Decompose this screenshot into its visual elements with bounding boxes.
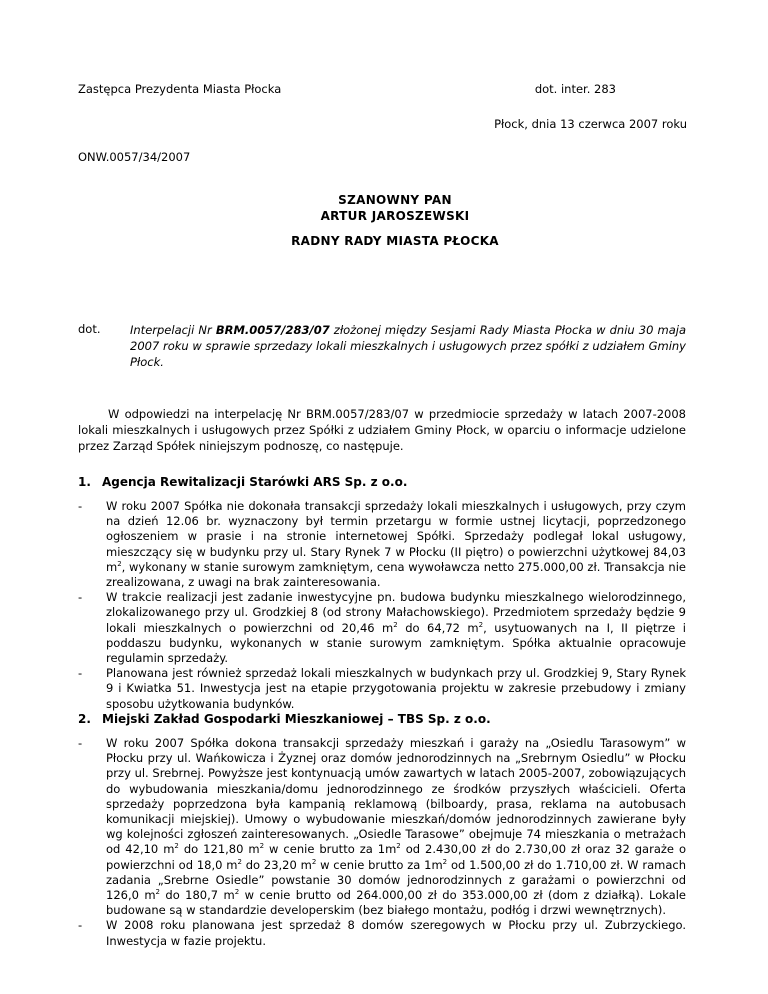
dash-marker: -: [78, 918, 83, 933]
dash-marker: -: [78, 499, 83, 513]
dash-marker: -: [78, 736, 83, 750]
sender-line: Zastępca Prezydenta Miasta Płocka: [78, 82, 282, 96]
section-2-heading: [78, 712, 491, 726]
place-date-line: Płock, dnia 13 czerwca 2007 roku: [494, 117, 687, 131]
list-item: - W roku 2007 Spółka nie dokonała transakcji sprzedaży lokali mieszkalnych i usługowych, przy czym na dzień 12.06 br. wyznaczony był termin przetargu w formie ustnej licytacji, poprzedzonego ogłoszeniem w prasie i na stronie internetowej Spółki. Sprzedaży podlegał lokal usługowy, mieszczący się w budynku przy ul. Stary Rynek 7 w Płocku (II piętro) o powierzchni użytkowej 84,03 $m^2$, wykonany w stanie surowym zamkniętym, cena wywoławcza netto 275.000,00 zł. Transakcja nie zrealizowana, z uwagi na brak zainteresowania.: [78, 499, 686, 590]
addressee-line-3: RADNY RADY MIASTA PŁOCKA: [291, 234, 499, 248]
subject-text: [130, 322, 686, 370]
intro-paragraph: W odpowiedzi na interpelację Nr BRM.0057/283/07 w przedmiocie sprzedaży w latach 2007-2008 lokali mieszkalnych i usługowych przez Spółki z udziałem Gminy Płock, w oparciu o informacje udzielone przez Zarząd Spółek niniejszym podnoszę, co następuje.: [78, 407, 686, 453]
subject-label: dot.: [78, 322, 101, 336]
section-2-number: 2.: [78, 712, 91, 726]
section-2-list: [78, 736, 686, 949]
section-1-list: [78, 499, 686, 712]
addressee-line-2: ARTUR JAROSZEWSKI: [320, 209, 470, 223]
list-item: - W roku 2007 Spółka dokona transakcji sprzedaży mieszkań i garaży na „Osiedlu Tarasowym” w Płocku przy ul. Wańkowicza i Żyznej oraz domów jednorodzinnych na „Srebrnym Osiedlu” w Płocku przy ul. Srebrnej. Powyższe jest kontynuacją umów zawartych w latach 2005-2007, zobowiązujących do wybudowania mieszkania/domu jednorodzinnego ze środków przyszłych właścicieli. Oferta sprzedaży poprzedzona była kampanią reklamową (bilboardy, prasa, reklama na autobusach komunikacji miejskiej). Umowy o wybudowanie mieszkań/domów jednorodzinnych zawierane były wg kolejności zgłoszeń zainteresowanych. „Osiedle Tarasowe” obejmuje 74 mieszkania o metrażach od 42,10 $m^2$ do 121,80 $m^2$ w cenie brutto za $1m^2$ od 2.430,00 zł do 2.730,00 zł oraz 32 garaże o powierzchni od 18,0 $m^2$ do 23,20 $m^2$ w cenie brutto za $1m^2$ od 1.500,00 zł do 1.710,00 zł. W ramach zadania „Srebrne Osiedle” powstanie 30 domów jednorodzinnych z garażami o powierzchni od 126,0 $m^2$ do 180,7 $m^2$ w cenie brutto od 264.000,00 zł do 353.000,00 zł (dom z działką). Lokale budowane są w standardzie developerskim (bez białego montażu, podłóg i drzwi wewnętrznych).: [78, 736, 687, 918]
list-item: - W trakcie realizacji jest zadanie inwestycyjne pn. budowa budynku mieszkalnego wielorodzinnego, zlokalizowanego przy ul. Grodzkiej 8 (od strony Małachowskiego). Przedmiotem sprzedaży będzie 9 lokali mieszkalnych o powierzchni od 20,46 $m^2$ do 64,72 $m^2$, usytuowanych na I, II piętrze i poddaszu budynku, wykonanych w stanie surowym zamkniętym. Spółka aktualnie opracowuje regulamin sprzedaży.: [78, 590, 686, 666]
case-number: ONW.0057/34/2007: [78, 150, 191, 164]
list-item: - W 2008 roku planowana jest sprzedaż 8 domów szeregowych w Płocku przy ul. Zubrzyckiego. Inwestycja w fazie projektu.: [78, 918, 686, 948]
section-1-heading: [78, 475, 407, 489]
dash-marker: -: [78, 666, 83, 681]
list-item: - Planowana jest również sprzedaż lokali mieszkalnych w budynkach przy ul. Grodzkiej 9, Stary Rynek 9 i Kwiatka 51. Inwestycja jest na etapie przygotowania projektu w zakresie przebudowy i zmiany sposobu użytkowania budynków.: [78, 666, 686, 711]
section-1-title: Agencja Rewitalizacji Starówki ARS Sp. z o.o.: [102, 475, 408, 489]
subject-rest: złożonej między Sesjami Rady Miasta Płocka w dniu 30 maja 2007 roku w sprawie sprzedazy lokali mieszkalnych i usługowych przez spółki z udziałem Gminy Płock.: [130, 323, 686, 369]
dash-marker: -: [78, 590, 83, 605]
section-1-number: 1.: [78, 475, 91, 489]
section-2-title: Miejski Zakład Gospodarki Mieszkaniowej – TBS Sp. z o.o.: [102, 712, 491, 726]
reference-line: dot. inter. 283: [534, 82, 616, 96]
addressee-line-1: SZANOWNY PAN: [338, 193, 452, 207]
subject-number: BRM.0057/283/07: [215, 323, 330, 337]
subject-prefix: Interpelacji Nr: [130, 323, 216, 337]
